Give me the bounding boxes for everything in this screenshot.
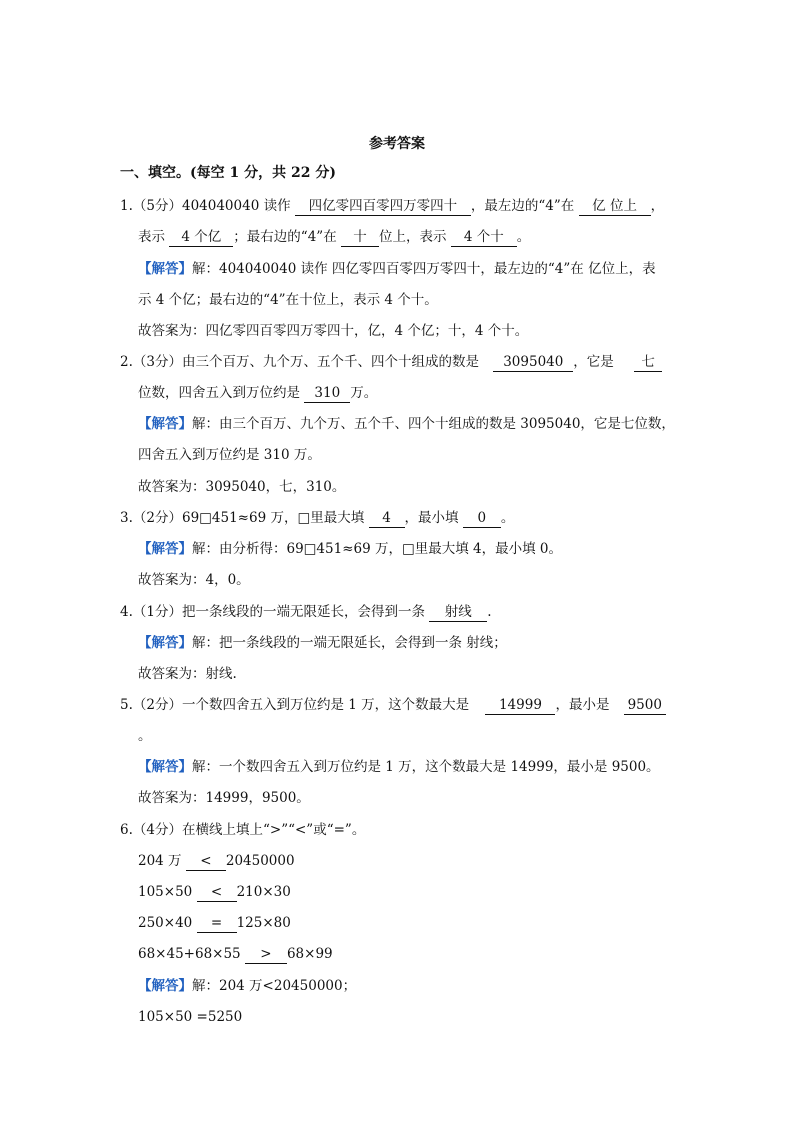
solution-label: 【解答】 xyxy=(138,759,192,775)
solution-label: 【解答】 xyxy=(138,978,192,994)
question-score: （4分） xyxy=(132,822,182,838)
question-text: 万。 xyxy=(350,385,378,401)
question-text: ，最小是 xyxy=(555,697,610,713)
solution-line xyxy=(138,414,675,434)
solution-text: 解：由分析得：69□451≈69 万，□里最大填 4，最小填 0。 xyxy=(192,541,562,557)
question-4-line-1 xyxy=(120,602,492,622)
question-score: （2分） xyxy=(132,510,182,526)
solution-line: 示 4 个亿；最右边的“4”在十位上，表示 4 个十。 xyxy=(138,292,438,308)
solution-text: 解：把一条线段的一端无限延长，会得到一条 射线； xyxy=(192,635,507,651)
question-score: （2分） xyxy=(132,697,182,713)
answer-summary: 故答案为：四亿零四百零四万零四十，亿，4 个亿；十，4 个十。 xyxy=(138,323,529,339)
answer-blank: 十 xyxy=(341,229,379,247)
comparison-left: 68×45+68×55 xyxy=(138,946,241,962)
question-text: ， xyxy=(650,198,665,214)
answer-blank: 310 xyxy=(304,385,350,403)
solution-line xyxy=(138,976,356,996)
question-6-line-1 xyxy=(120,820,365,840)
question-score: （1分） xyxy=(132,604,182,620)
answer-blank: = xyxy=(197,915,237,933)
question-text: 由三个百万、九个万、五个千、四个十组成的数是 xyxy=(181,354,479,370)
question-2-line-1 xyxy=(120,352,662,372)
answer-summary: 故答案为：射线. xyxy=(138,666,237,682)
comparison-row xyxy=(138,851,295,871)
comparison-right: 210×30 xyxy=(236,884,291,900)
question-text: 一个数四舍五入到万位约是 1 万，这个数最大是 xyxy=(181,697,470,713)
comparison-row xyxy=(138,913,291,933)
question-number: 3. xyxy=(120,510,133,526)
question-text: 404040040 读作 xyxy=(181,198,291,214)
question-text: ，最小填 xyxy=(404,510,459,526)
comparison-right: 125×80 xyxy=(236,915,291,931)
answer-summary: 故答案为：3095040，七，310。 xyxy=(138,479,346,495)
comparison-left: 105×50 xyxy=(138,884,193,900)
solution-line: 四舍五入到万位约是 310 万。 xyxy=(138,447,321,463)
comparison-row xyxy=(138,882,291,902)
question-text: 位上，表示 xyxy=(379,229,447,245)
solution-text: 解：404040040 读作 四亿零四百零四万零四十，最左边的“4”在 亿位上，表 xyxy=(192,261,656,277)
question-text: 在横线上填上“>”“<”或“=”。 xyxy=(181,822,366,838)
answer-summary: 故答案为：4，0。 xyxy=(138,572,250,588)
answer-blank: 射线 xyxy=(429,604,487,622)
solution-text: 解：204 万<20450000； xyxy=(192,978,357,994)
question-text: 69□451≈69 万，□里最大填 xyxy=(181,510,365,526)
solution-line xyxy=(138,539,562,559)
answer-blank: 4 xyxy=(369,510,405,528)
section-heading: 一、填空。(每空 1 分，共 22 分) xyxy=(120,165,336,181)
answer-blank: < xyxy=(186,853,226,871)
solution-label: 【解答】 xyxy=(138,416,192,432)
question-number: 1. xyxy=(120,198,133,214)
answer-blank: 亿 位上 xyxy=(579,198,651,216)
answer-blank: 4 个亿 xyxy=(169,229,233,247)
question-text: 把一条线段的一端无限延长，会得到一条 xyxy=(181,604,425,620)
question-5-line-1 xyxy=(120,695,666,715)
answer-blank: > xyxy=(245,946,287,964)
question-3-line-1 xyxy=(120,508,514,528)
answer-blank: 四亿零四百零四万零四十 xyxy=(295,198,471,216)
solution-line xyxy=(138,757,660,777)
question-text: ；最右边的“4”在 xyxy=(233,229,337,245)
question-score: （5分） xyxy=(132,198,182,214)
comparison-left: 250×40 xyxy=(138,915,193,931)
solution-label: 【解答】 xyxy=(138,261,192,277)
question-text: ，最左边的“4”在 xyxy=(470,198,575,214)
question-text: 位数，四舍五入到万位约是 xyxy=(138,385,300,401)
solution-label: 【解答】 xyxy=(138,541,192,557)
question-score: （3分） xyxy=(132,354,182,370)
answer-blank: < xyxy=(197,884,237,902)
answer-summary: 故答案为：14999，9500。 xyxy=(138,790,310,806)
solution-line: 105×50 =5250 xyxy=(138,1009,243,1025)
question-number: 2. xyxy=(120,354,133,370)
solution-label: 【解答】 xyxy=(138,635,192,651)
question-text: 表示 xyxy=(138,229,165,245)
page-title: 参考答案 xyxy=(369,136,425,152)
question-text: 。 xyxy=(500,510,515,526)
comparison-left: 204 万 xyxy=(138,853,182,869)
solution-line xyxy=(138,633,507,653)
question-text: ，它是 xyxy=(573,354,614,370)
solution-line xyxy=(138,259,656,279)
comparison-right: 20450000 xyxy=(225,853,295,869)
comparison-right: 68×99 xyxy=(286,946,333,962)
answer-blank: 3095040 xyxy=(493,354,573,372)
question-2-line-2 xyxy=(138,383,377,403)
question-text: 。 xyxy=(516,229,531,245)
question-text: . xyxy=(487,604,492,620)
question-number: 6. xyxy=(120,822,133,838)
question-1-line-2 xyxy=(138,227,530,247)
solution-text: 解：由三个百万、九个万、五个千、四个十组成的数是 3095040，它是七位数， xyxy=(192,416,675,432)
answer-blank: 0 xyxy=(463,510,501,528)
solution-text: 解：一个数四舍五入到万位约是 1 万，这个数最大是 14999，最小是 9500。 xyxy=(192,759,660,775)
question-number: 4. xyxy=(120,604,133,620)
question-5-line-2: 。 xyxy=(138,728,152,744)
answer-blank: 9500 xyxy=(624,697,666,715)
answer-blank: 4 个十 xyxy=(451,229,517,247)
question-1-line-1 xyxy=(120,196,664,216)
question-number: 5. xyxy=(120,697,133,713)
comparison-row xyxy=(138,944,333,964)
answer-blank: 14999 xyxy=(485,697,555,715)
answer-blank: 七 xyxy=(634,354,662,372)
